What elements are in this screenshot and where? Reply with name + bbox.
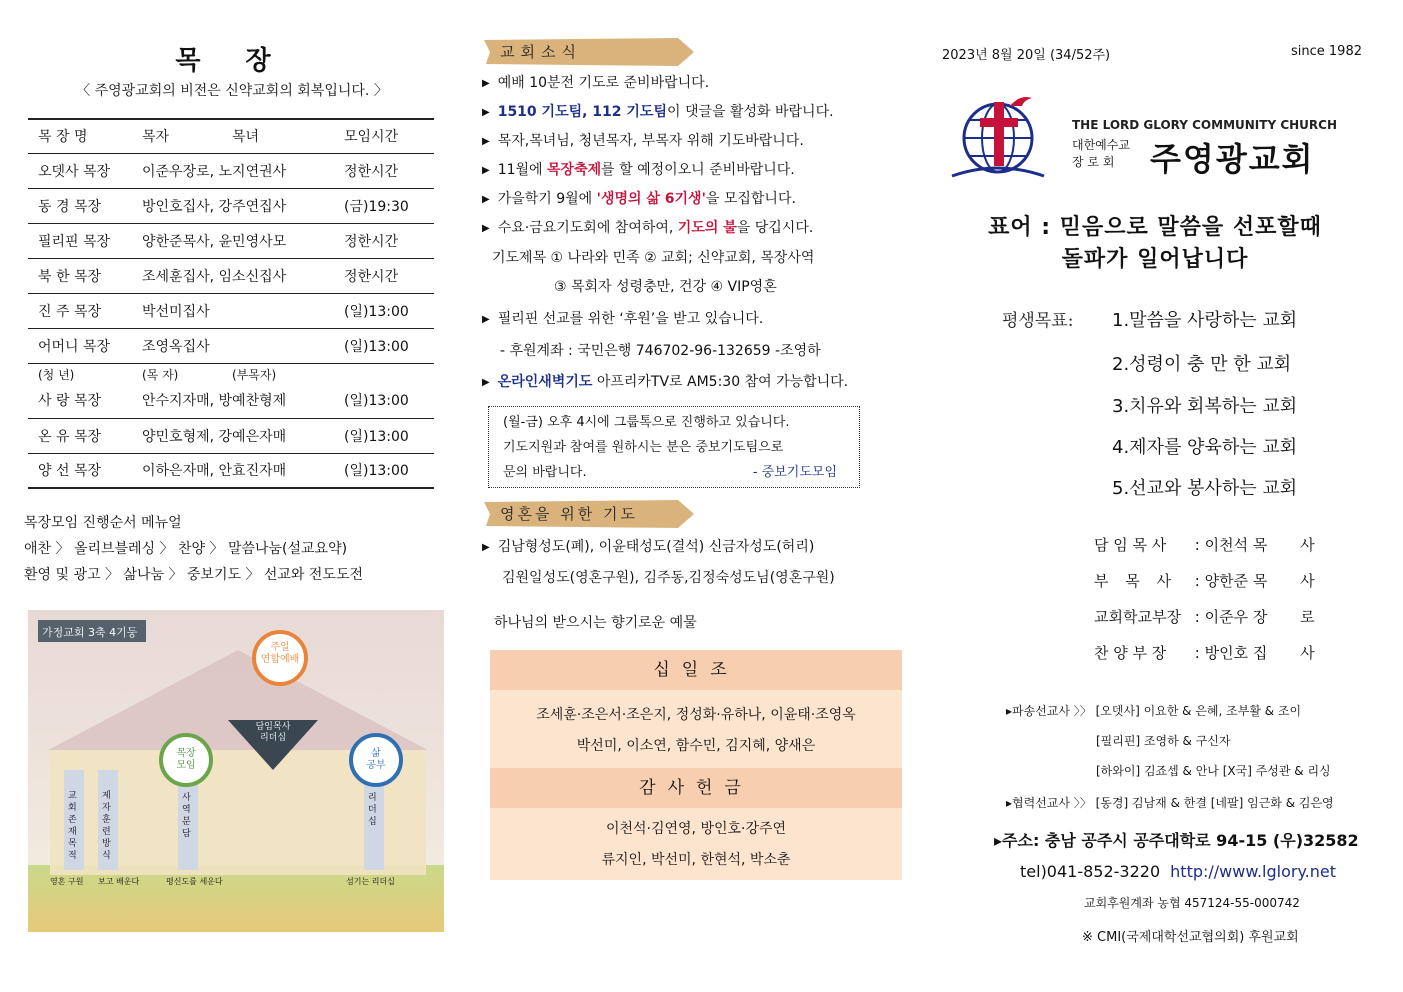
goal-4: 4.제자를 양육하는 교회 [1112,437,1298,458]
box-line-2: 기도지원과 참여를 원하시는 분은 중보기도팀으로 [503,440,784,455]
row-time: (일)13:00 [334,383,434,418]
col-header-time: 모임시간 [334,119,434,153]
news-item-online [482,371,848,391]
staff-role: 담 임 목 사 [1094,536,1167,554]
goal-5: 5.선교와 봉사하는 교회 [1112,478,1298,499]
row-time: 정한시간 [334,223,434,258]
pillar-4: 리더십 [368,793,377,827]
thanks-names-1: 이천석·김연영, 방인호·강주연 [605,821,787,837]
news-text: 아프리카TV로 AM5:30 참여 가능합니다. [592,374,849,390]
row-name: 양 선 목장 [28,453,132,488]
worship-label: 주일 연합예배 [260,642,300,665]
row-people: 이준우장로, 노지연권사 [132,153,334,188]
news-text: 수요·금요기도회에 참여하여, [497,220,678,236]
support-account: - 후원계좌 : 국민은행 746702-96-132659 -조영하 [500,343,821,359]
illustration-corner-label: 가정교회 3축 4기둥 [42,626,138,639]
youth-header-subleader: (부목자) [232,367,277,382]
missionaries-partner: ▸협력선교사 〉〉 [동경] 김남재 & 한결 [네팔] 임근화 & 김은영 [1006,796,1334,810]
soul-text: 김남형성도(폐), 이윤태성도(결석) 신금자성도(허리) [497,539,815,555]
row-name: 어머니 목장 [38,338,111,355]
intercession-box [488,406,860,488]
news-item-philippines [482,308,763,328]
news-banner-title: 교회소식 [500,43,582,61]
row-name: 동 경 목장 [28,188,132,223]
meeting-order-line-1: 애찬 〉 올리브블레싱 〉 찬양 〉 말씀나눔(설교요약) [24,541,348,557]
row-people: 이하은자매, 안효진자매 [132,453,334,488]
logo-denom-1: 대한예수교 [1072,138,1130,152]
missionaries-sent-2: [필리핀] 조영하 & 구신자 [1096,734,1231,748]
col-header-name: 목 장 명 [28,119,132,153]
church-vision: 〈 주영광교회의 비전은 신약교회의 회복입니다. 〉 [76,83,388,99]
logo-church-name: 주영광교회 [1150,140,1315,178]
since-year: since 1982 [1291,44,1362,59]
news-item-4 [482,159,795,179]
bottom-label-1: 영혼 구원 [50,877,84,886]
news-item-3 [482,130,804,150]
staff-title: 목 사 [1252,572,1329,590]
thanks-header: 감사헌금 [490,768,902,808]
logo-english: THE LORD GLORY COMMUNITY CHURCH [1072,118,1338,132]
news-highlight: 목장축제 [547,162,602,178]
pillar-3: 사역분담 [182,793,191,839]
logo-denom-2: 장 로 회 [1072,155,1115,169]
table-row [28,153,434,188]
church-address: ▸주소: 충남 공주시 공주대학로 94-15 (우)32582 [994,831,1359,850]
col-header-leader: 목자 [132,119,222,153]
table-row [28,293,434,328]
tithe-header: 십일조 [490,650,902,690]
row-time: (일)13:00 [344,338,409,355]
row-people: 조세훈집사, 임소신집사 [132,258,334,293]
motto-line-2: 돌파가 일어납니다 [1061,247,1249,272]
bullet-triangle-icon: ▶ [482,194,490,205]
mokjang-title: 목 장 [175,46,289,76]
staff-row: 교회학교부장 : 이준우 장 로 [1094,608,1329,626]
motto-line-1: 표어 : 믿음으로 말씀을 선포할때 [988,215,1322,240]
col-header-wife: 목녀 [222,119,334,153]
goal-3: 3.치유와 회복하는 교회 [1112,396,1298,417]
staff-row: 부 목 사 : 양한준 목 사 [1094,572,1329,590]
news-item-2 [482,101,834,121]
news-text: 을 모집합니다. [705,191,796,207]
middle-column [482,0,912,992]
news-text: 11월에 [497,162,548,178]
news-highlight: 온라인새벽기도 [497,374,593,390]
mokjang-label: 목장 모임 [176,748,196,771]
row-time: (일)13:00 [334,453,434,488]
tithe-names-2: 박선미, 이소연, 함수민, 김지혜, 양새은 [576,738,816,754]
news-text: 예배 10분전 기도로 준비바랍니다. [497,75,710,91]
pillar-1: 교회존재목적 [68,791,77,861]
table-row [28,418,434,453]
church-logo [950,90,1370,190]
news-text: 를 할 예정이오니 준비바랍니다. [601,162,795,178]
phone-number: tel)041-852-3220 [1020,862,1161,881]
youth-header-leader: (목 자) [142,367,179,382]
row-people: 조영옥집사 [142,338,210,355]
bullet-triangle-icon: ▶ [482,107,490,118]
news-highlight: 기도의 불 [677,220,737,236]
row-time: (일)13:00 [334,293,434,328]
news-item-6 [482,217,813,237]
box-line-1: (월-금) 오후 4시에 그룹톡으로 진행하고 있습니다. [503,415,790,430]
table-row [28,258,434,293]
row-people: 양한준목사, 윤민영사모 [132,223,334,258]
youth-header-group: (청 년) [38,367,75,382]
contact-line [1020,862,1336,881]
donation-account: 교회후원계좌 농협 457124-55-000742 [1084,896,1300,910]
staff-row: 찬 양 부 장 : 방인호 집 사 [1094,644,1329,662]
news-text: 을 당깁시다. [736,220,814,236]
row-people: 안수지자매, 방예찬형제 [132,383,334,418]
website-link[interactable]: http://www.lglory.net [1170,862,1336,881]
soul-line-2: 김원일성도(영혼구원), 김주동,김정숙성도님(영혼구원) [502,570,835,586]
bulletin-date: 2023년 8월 20일 (34/52주) [942,48,1111,63]
row-time: 정한시간 [334,258,434,293]
goal-2: 2.성령이 충 만 한 교회 [1112,354,1292,375]
thanks-names-2: 류지인, 박선미, 한현석, 박소춘 [601,852,791,868]
news-text: 가을학기 9월에 [497,191,597,207]
row-name: 진 주 목장 [28,293,132,328]
news-item-5 [482,188,796,208]
missionaries-sent-3: [하와이] 김죠셉 & 안나 [X국] 주성관 & 리싱 [1096,764,1331,778]
bullet-triangle-icon: ▶ [482,314,490,325]
news-highlight: '생명의 삶 6기생' [596,191,706,207]
table-header-row [28,119,434,153]
cmi-note: ※ CMI(국제대학선교협의회) 후원교회 [1082,930,1299,945]
bullet-triangle-icon: ▶ [482,78,490,89]
row-name: 사 랑 목장 [28,383,132,418]
bottom-label-2: 보고 배운다 [98,877,140,886]
box-signature: - 중보기도모임 [752,465,837,480]
box-line-3 [503,460,859,485]
meeting-order [24,510,444,588]
table-row [28,453,434,488]
table-row [28,328,434,363]
staff-role: 찬 양 부 장 [1094,644,1167,662]
staff-name: 방인호 [1204,644,1249,662]
house-church-illustration [28,610,444,932]
news-text: 필리핀 선교를 위한 ‘후원’을 받고 있습니다. [497,311,764,327]
staff-title: 장 로 [1252,608,1329,626]
missionaries-sent-1: ▸파송선교사 〉〉 [오뎃사] 이요한 & 은혜, 조부활 & 조이 [1006,704,1302,718]
table-row [28,383,434,418]
bullet-triangle-icon: ▶ [482,136,490,147]
row-time: (일)13:00 [334,418,434,453]
meeting-order-title: 목장모임 진행순서 메뉴얼 [24,515,182,531]
prayer-topics-1: 기도제목 ① 나라와 민족 ② 교회; 신약교회, 목장사역 [492,250,815,266]
row-name: 오뎃사 목장 [28,153,132,188]
globe-cross-icon [950,90,1070,190]
staff-role: 부 목 사 [1094,572,1178,590]
tithe-names-1: 조세훈·조은서·조은지, 정성화·유하나, 이윤태·조영옥 [536,707,856,723]
staff-name: 양한준 [1204,572,1249,590]
staff-title: 목 사 [1252,536,1329,554]
meeting-order-line-2: 환영 및 광고 〉 삶나눔 〉 중보기도 〉 선교와 전도도전 [24,567,364,583]
table-row [28,223,434,258]
row-name: 온 유 목장 [28,418,132,453]
row-time: 정한시간 [334,153,434,188]
youth-header-row [28,363,434,383]
staff-name: 이준우 [1204,608,1249,626]
soul-line-1 [482,532,835,563]
box-line-3-text: 문의 바랍니다. [503,465,587,480]
center-label: 담임목사 리더십 [255,722,291,743]
soul-banner-title: 영혼을 위한 기도 [500,505,638,523]
bullet-triangle-icon: ▶ [482,542,490,553]
bottom-label-3: 평신도를 세운다 [166,877,223,886]
soul-prayer [482,532,835,594]
news-text: 이 댓글을 활성화 바랍니다. [666,104,834,120]
news-item-1 [482,72,709,92]
lifetime-goals-label: 평생목표: [1002,311,1074,331]
logo-denomination [1072,137,1130,171]
pillar-2: 제자훈련방식 [102,791,111,861]
staff-name: 이천석 [1204,536,1249,554]
goal-1: 1.말씀을 사랑하는 교회 [1112,310,1298,331]
row-name: 필리핀 목장 [28,223,132,258]
row-people: 방인호집사, 강주연집사 [132,188,334,223]
staff-row: 담 임 목 사 : 이천석 목 사 [1094,536,1329,554]
prayer-topics-2: ③ 목회자 성령충만, 건강 ④ VIP영혼 [554,279,777,295]
church-motto [930,212,1380,276]
row-people: 박선미집사 [132,293,334,328]
row-people: 양민호형제, 강예은자매 [132,418,334,453]
bullet-triangle-icon: ▶ [482,377,490,388]
staff-title: 집 사 [1252,644,1329,662]
left-column [22,0,442,992]
bottom-label-4: 섬기는 리더십 [346,877,395,886]
study-label: 삶 공부 [366,748,386,771]
bullet-triangle-icon: ▶ [482,223,490,234]
staff-role: 교회학교부장 [1094,608,1181,626]
table-row [28,188,434,223]
news-text: 목자,목녀님, 청년목자, 부목자 위해 기도바랍니다. [497,133,804,149]
offering-box [490,650,902,880]
news-highlight: 1510 기도팀, 112 기도팀 [497,104,667,120]
mokjang-table [28,118,434,489]
bullet-triangle-icon: ▶ [482,165,490,176]
right-column [930,0,1380,992]
offering-title: 하나님의 받으시는 향기로운 예물 [494,615,697,631]
row-time: (금)19:30 [334,188,434,223]
row-name: 북 한 목장 [28,258,132,293]
